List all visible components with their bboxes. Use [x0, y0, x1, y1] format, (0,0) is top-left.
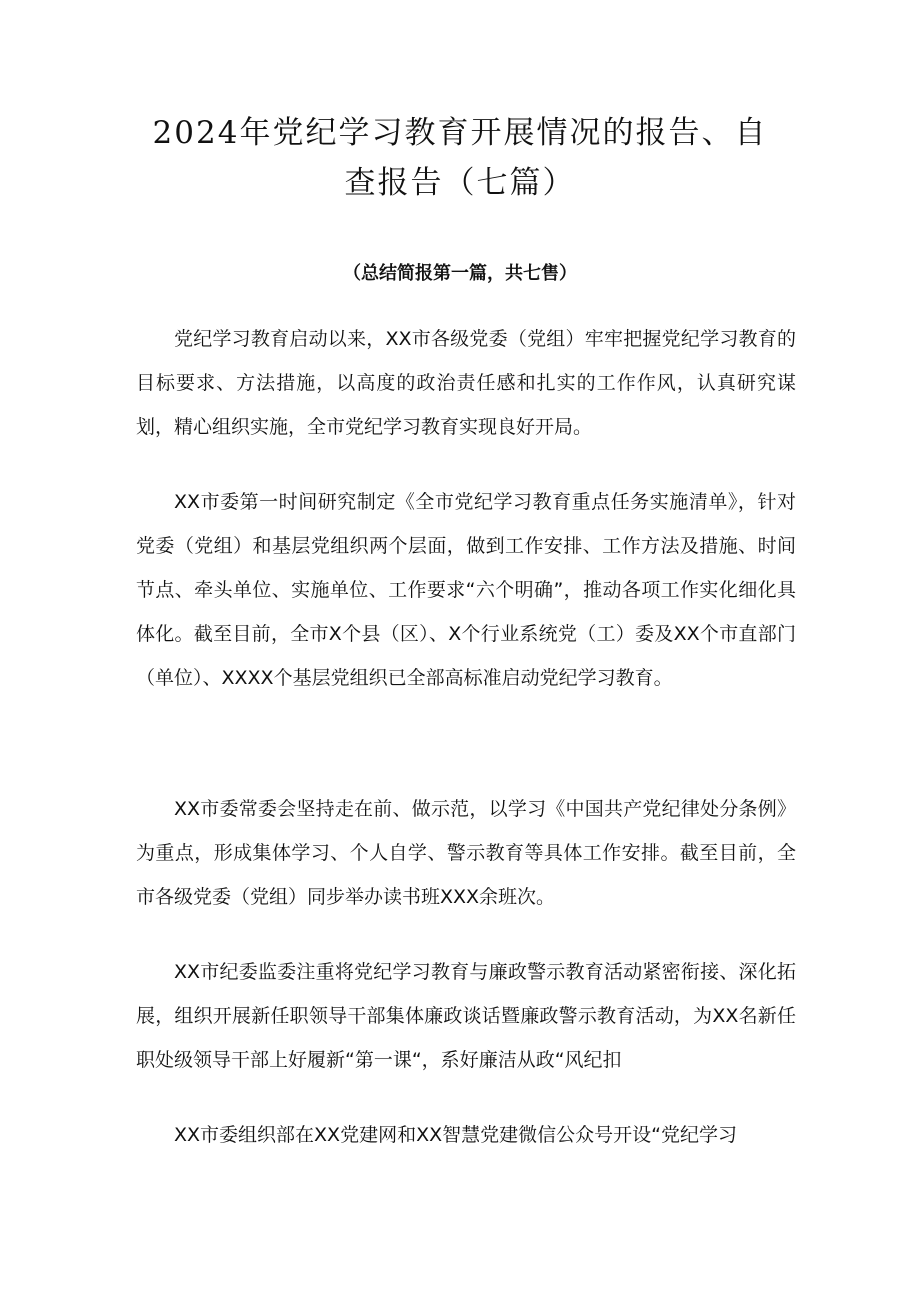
body-paragraph-3: XX市委常委会坚持走在前、做示范，以学习《中国共产党纪律处分条例》为重点，形成集体学习、个人自学、警示教育等具体工作安排。截至目前，全市各级党委（党组）同步举办读书班XXX余班次。	[136, 798, 796, 908]
document-title-line-2: 查报告（七篇）	[344, 165, 576, 201]
body-paragraph-4: XX市纪委监委注重将党纪学习教育与廉政警示教育活动紧密衔接、深化拓展，组织开展新任职领导干部集体廉政谈话暨廉政警示教育活动，为XX名新任职处级领导干部上好履新“第一课“，系好廉洁从政“风纪扣	[136, 961, 796, 1071]
document-subtitle: （总结简报第一篇，共七售）	[343, 263, 577, 284]
body-paragraph-2: XX市委第一时间研究制定《全市党纪学习教育重点任务实施清单》，针对党委（党组）和基层党组织两个层面，做到工作安排、工作方法及措施、时间节点、牵头单位、实施单位、工作要求“六个明确”，推动各项工作实化细化具体化。截至目前，全市X个县（区）、X个行业系统党（工）委及XX个市直部门（单位）、XXXX个基层党组织已全部高标准启动党纪学习教育。	[136, 491, 796, 689]
body-paragraph-5: XX市委组织部在XX党建网和XX智慧党建微信公众号开设“党纪学习	[174, 1124, 737, 1146]
document-title-line-1: 2024年党纪学习教育开展情况的报告、自	[152, 115, 768, 151]
body-paragraph-1: 党纪学习教育启动以来，XX市各级党委（党组）牢牢把握党纪学习教育的目标要求、方法措施，以高度的政治责任感和扎实的工作作风，认真研究谋划，精心组织实施，全市党纪学习教育实现良好开局。	[136, 328, 796, 438]
document-title	[0, 108, 920, 208]
